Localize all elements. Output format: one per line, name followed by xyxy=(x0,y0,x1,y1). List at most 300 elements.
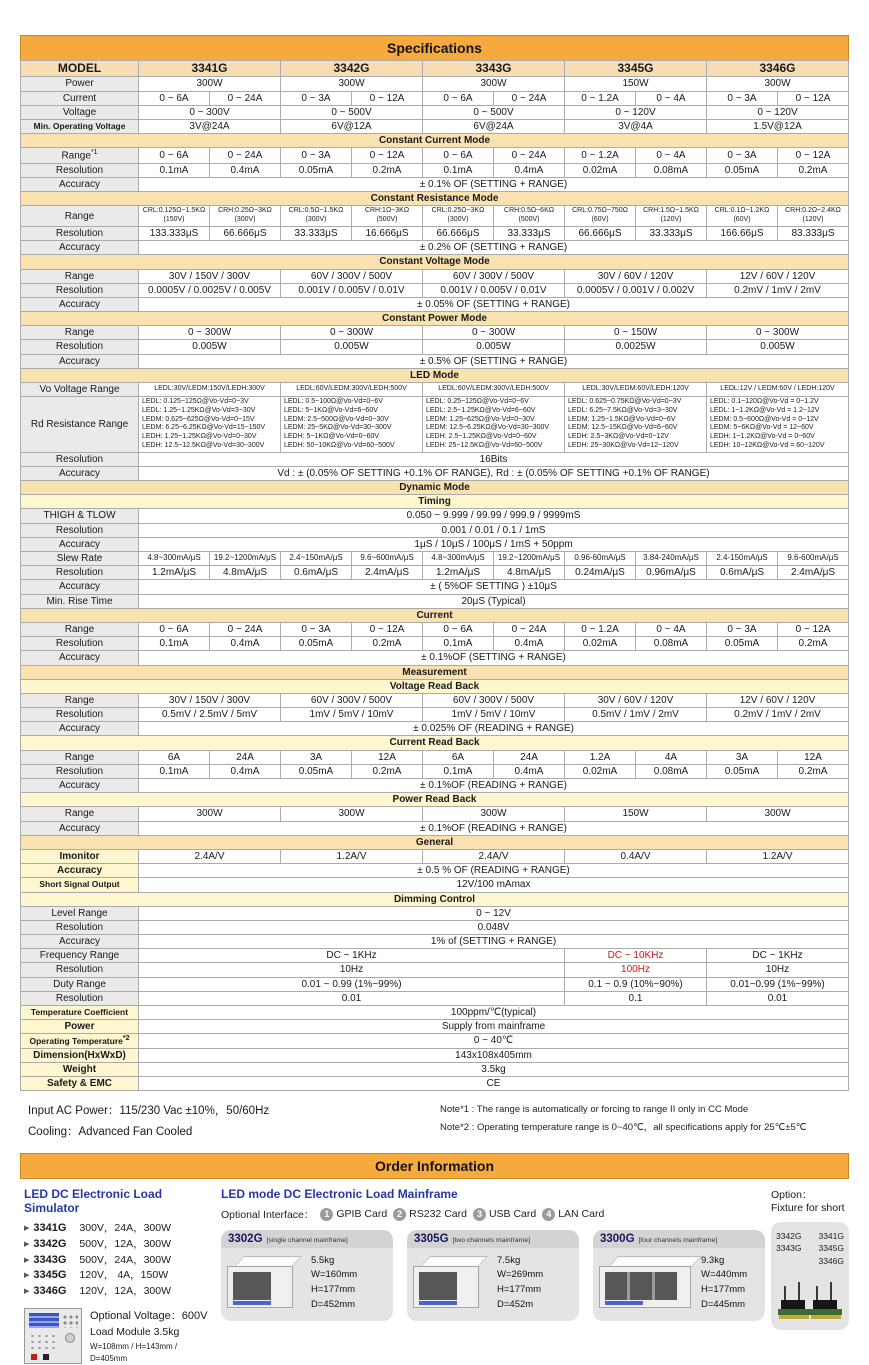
card-height: H=177mm xyxy=(311,1284,356,1296)
spec-value: 300W xyxy=(139,77,281,91)
section-header: Current xyxy=(21,608,849,622)
mainframe-card-3305g xyxy=(407,1230,579,1321)
model-number: 3343G xyxy=(33,1253,67,1266)
row-label: Range xyxy=(21,206,139,227)
spec-value: 3A xyxy=(281,750,352,764)
fixture-pcb-illustration xyxy=(810,1282,842,1320)
spec-value: 12A xyxy=(778,750,849,764)
section-header: Timing xyxy=(21,495,849,509)
model-number: 3346G xyxy=(33,1285,67,1298)
spec-value: 0.01~0.99 (1%~99%) xyxy=(707,977,849,991)
spec-value: 0.4mA xyxy=(210,637,281,651)
spec-value: 0 ~ 3A xyxy=(707,91,778,105)
spec-value: 0.4mA xyxy=(494,637,565,651)
spec-value: 0 ~ 6A xyxy=(423,148,494,164)
row-label: Range xyxy=(21,326,139,340)
spec-row xyxy=(21,651,849,665)
arrow-marker-icon: ▶ xyxy=(24,1240,30,1248)
section-header-row xyxy=(21,835,849,849)
spec-value: 0.5mV / 2.5mV / 5mV xyxy=(139,708,281,722)
number-4-badge-icon: 4 xyxy=(542,1208,555,1221)
spec-value: 0 ~ 24A xyxy=(210,622,281,636)
card-depth: D=452mm xyxy=(311,1298,356,1310)
card-width: W=160mm xyxy=(311,1269,358,1281)
fixture-pcb-illustration xyxy=(778,1282,810,1320)
spec-value: 10Hz xyxy=(139,963,565,977)
spec-value: CRL:0.75Ω~750Ω (60V) xyxy=(565,206,636,227)
row-label: Safety & EMC xyxy=(21,1077,139,1091)
spec-value: 16Bits xyxy=(139,452,849,466)
spec-value: 0.048V xyxy=(139,920,849,934)
spec-value: 0 ~ 300W xyxy=(139,326,281,340)
spec-row xyxy=(21,148,849,164)
spec-value: 0 ~ 120V xyxy=(565,105,707,119)
section-header: Constant Resistance Mode xyxy=(21,192,849,206)
spec-value: 0.4mA xyxy=(210,163,281,177)
row-label: Frequency Range xyxy=(21,949,139,963)
section-header-row xyxy=(21,665,849,679)
module-screen xyxy=(29,1313,59,1328)
row-label: Range$^{*1}$ xyxy=(21,148,139,164)
row-label: Accuracy xyxy=(21,864,139,878)
row-label: Power xyxy=(21,77,139,91)
spec-value: 0 ~ 6A xyxy=(139,622,210,636)
card-type: [four channels mainframe] xyxy=(638,1236,718,1244)
spec-value: 0.6mA/μS xyxy=(707,566,778,580)
spec-row xyxy=(21,91,849,105)
spec-value: 3A xyxy=(707,750,778,764)
spec-value: 12V / 60V / 120V xyxy=(707,693,849,707)
spec-value: 1.5V@12A xyxy=(707,120,849,134)
spec-value: 0.96mA/μS xyxy=(636,566,707,580)
module-terminal-black xyxy=(43,1354,49,1360)
section-header-row xyxy=(21,134,849,148)
spec-row xyxy=(21,580,849,594)
spec-value: ± ( 5%OF SETTING ) ±10μS xyxy=(139,580,849,594)
row-label: Voltage xyxy=(21,105,139,119)
spec-value: LEDL:60V/LEDM:300V/LEDH:500V xyxy=(281,383,423,397)
spec-value: 12V/100 mAmax xyxy=(139,878,849,892)
model-name: 3346G xyxy=(707,61,849,77)
spec-value: 0 ~ 12A xyxy=(352,622,423,636)
spec-value: 0.050 ~ 9.999 / 99.99 / 999.9 / 9999mS xyxy=(139,509,849,523)
spec-value: 0.0025W xyxy=(565,340,707,354)
spec-row xyxy=(21,537,849,551)
spec-value: 0 ~ 4A xyxy=(636,622,707,636)
spec-value: 0 ~ 300W xyxy=(423,326,565,340)
row-label: Accuracy xyxy=(21,178,139,192)
list-item xyxy=(24,1253,215,1269)
spec-value: 24A xyxy=(494,750,565,764)
spec-value: 0 ~ 40℃ xyxy=(139,1034,849,1048)
spec-value: 1% of (SETTING + RANGE) xyxy=(139,935,849,949)
row-label: MODEL xyxy=(21,61,139,77)
spec-row xyxy=(21,864,849,878)
row-label: Slew Rate xyxy=(21,552,139,566)
spec-value: 300W xyxy=(423,77,565,91)
row-label: Resolution xyxy=(21,283,139,297)
spec-value: 0.1 xyxy=(565,991,707,1005)
row-label: Accuracy xyxy=(21,537,139,551)
spec-value: 4.8mA/μS xyxy=(494,566,565,580)
row-label: Accuracy xyxy=(21,779,139,793)
subsection-header-row xyxy=(21,495,849,509)
card-type: [single channel mainframe] xyxy=(266,1236,348,1244)
spec-value: 3V@24A xyxy=(139,120,281,134)
spec-value: 66.666μS xyxy=(423,226,494,240)
spec-row xyxy=(21,297,849,311)
spec-row xyxy=(21,949,849,963)
spec-value: 0.08mA xyxy=(636,163,707,177)
note-2: Note*2 : Operating temperature range is 0~40℃，all specifications apply for 25℃±5℃ xyxy=(440,1122,807,1134)
row-label: Resolution xyxy=(21,452,139,466)
spec-value: 0.2mA xyxy=(352,163,423,177)
spec-value: 12A xyxy=(352,750,423,764)
spec-row xyxy=(21,821,849,835)
spec-row xyxy=(21,77,849,91)
spec-value: 0 ~ 4A xyxy=(636,148,707,164)
spec-row xyxy=(21,935,849,949)
row-label: Imonitor xyxy=(21,849,139,863)
card-width: W=440mm xyxy=(701,1269,748,1281)
spec-value: 0 ~ 24A xyxy=(494,148,565,164)
spec-value: 133.333μS xyxy=(139,226,210,240)
spec-value: 19.2~1200mA/μS xyxy=(210,552,281,566)
spec-value: 6V@24A xyxy=(423,120,565,134)
spec-value: 0.0005V / 0.001V / 0.002V xyxy=(565,283,707,297)
spec-value: ± 0.1%OF (READING + RANGE) xyxy=(139,779,849,793)
spec-value: 1.2A/V xyxy=(707,849,849,863)
spec-row xyxy=(21,206,849,227)
card-model: 3305G xyxy=(414,1232,449,1245)
row-label: Accuracy xyxy=(21,466,139,480)
spec-value: 0.001V / 0.005V / 0.01V xyxy=(423,283,565,297)
spec-value: 0 ~ 3A xyxy=(281,91,352,105)
spec-value: ± 0.025% OF (READING + RANGE) xyxy=(139,722,849,736)
spec-row xyxy=(21,708,849,722)
row-label: Resolution xyxy=(21,566,139,580)
spec-value: 0.1mA xyxy=(423,637,494,651)
row-label: Duty Range xyxy=(21,977,139,991)
spec-value: LEDL: 0.1~120Ω@Vo-Vd = 0~1.2V LEDL: 1~1.2KΩ@Vo-Vd = 1.2~12V LEDM: 0.5~600Ω@Vo-Vd = 0~12V LEDM: 5~6KΩ@Vo-Vd = 12~60V LEDH: 1~1.2KΩ@Vo-Vd = 0~60V LEDH: 10~12KΩ@Vo-Vd = 60~120V xyxy=(707,397,849,453)
spec-value: 19.2~1200mA/μS xyxy=(494,552,565,566)
spec-value: 300W xyxy=(281,807,423,821)
number-3-badge-icon: 3 xyxy=(473,1208,486,1221)
spec-value: 0.01 xyxy=(139,991,565,1005)
spec-value: 0 ~ 150W xyxy=(565,326,707,340)
row-label: Range xyxy=(21,693,139,707)
spec-value: 0.01 ~ 0.99 (1%~99%) xyxy=(139,977,565,991)
row-label: Resolution xyxy=(21,764,139,778)
spec-row xyxy=(21,1034,849,1048)
row-label: Min. Rise Time xyxy=(21,594,139,608)
spec-row xyxy=(21,163,849,177)
spec-value: 0.05mA xyxy=(281,764,352,778)
mainframe-column xyxy=(221,1187,765,1365)
spec-value: 0.1 ~ 0.9 (10%~90%) xyxy=(565,977,707,991)
spec-row xyxy=(21,963,849,977)
spec-value: 0 ~ 6A xyxy=(139,148,210,164)
spec-value: 3V@4A xyxy=(565,120,707,134)
subsection-header-row xyxy=(21,892,849,906)
spec-value: 0 ~ 12A xyxy=(778,91,849,105)
row-label: Accuracy xyxy=(21,651,139,665)
spec-value: 66.666μS xyxy=(210,226,281,240)
spec-value: 0.1mA xyxy=(139,764,210,778)
spec-value: 60V / 300V / 500V xyxy=(423,269,565,283)
spec-value: 0.2mA xyxy=(778,764,849,778)
spec-value: 0 ~ 1.2A xyxy=(565,91,636,105)
list-item xyxy=(24,1221,215,1237)
row-label: Range xyxy=(21,750,139,764)
row-label: Resolution xyxy=(21,340,139,354)
spec-value: 100ppm/℃(typical) xyxy=(139,1006,849,1020)
spec-value: LEDL: 0.625~0.75KΩ@Vo-Vd=0~3V LEDL: 6.25~7.5KΩ@Vo-Vd=3~30V LEDM: 1.25~1.5KΩ@Vo-Vd=0~6V LEDM: 12.5~15KΩ@Vo-Vd=6~60V LEDH: 2.5~3KΩ@Vo-Vd=0~12V LEDH: 25~30KΩ@Vo-Vd=12~120V xyxy=(565,397,707,453)
spec-value: 2.4A/V xyxy=(139,849,281,863)
spec-value: 2.4A/V xyxy=(423,849,565,863)
spec-row xyxy=(21,383,849,397)
note-1: Note*1 : The range is automatically or forcing to range II only in CC Mode xyxy=(440,1104,749,1116)
spec-value: 0 ~ 3A xyxy=(281,622,352,636)
spec-value: 0.96-60mA/μS xyxy=(565,552,636,566)
spec-value: 0.02mA xyxy=(565,637,636,651)
module-keypad xyxy=(29,1333,57,1351)
spec-value: 0 ~ 12A xyxy=(778,148,849,164)
spec-value: 0 ~ 500V xyxy=(281,105,423,119)
spec-value: 0 ~ 3A xyxy=(281,148,352,164)
spec-row xyxy=(21,1062,849,1076)
card-weight: 5.5kg xyxy=(311,1254,335,1266)
row-label: Accuracy xyxy=(21,722,139,736)
spec-row xyxy=(21,105,849,119)
spec-row xyxy=(21,1006,849,1020)
spec-row xyxy=(21,906,849,920)
module-knob xyxy=(65,1333,75,1343)
input-ac-power-note: Input AC Power：115/230 Vac ±10%，50/60Hz xyxy=(28,1105,270,1118)
row-label: Resolution xyxy=(21,920,139,934)
spec-value: ± 0.1% OF (SETTING + RANGE) xyxy=(139,178,849,192)
spec-value: 30V / 150V / 300V xyxy=(139,269,281,283)
row-label: Accuracy xyxy=(21,580,139,594)
model-spec: 500V，12A，300W xyxy=(79,1237,172,1250)
section-header: General xyxy=(21,835,849,849)
spec-row xyxy=(21,523,849,537)
spec-value: 300W xyxy=(139,807,281,821)
section-header: Constant Current Mode xyxy=(21,134,849,148)
row-label: Resolution xyxy=(21,226,139,240)
spec-row xyxy=(21,594,849,608)
spec-row xyxy=(21,991,849,1005)
section-header: Current Read Back xyxy=(21,736,849,750)
spec-value: Vd : ± (0.05% OF SETTING +0.1% OF RANGE), Rd : ± (0.05% OF SETTING +0.1% OF RANGE) xyxy=(139,466,849,480)
section-header: Constant Power Mode xyxy=(21,312,849,326)
spec-value: 300W xyxy=(281,77,423,91)
option-label: Option： xyxy=(771,1188,813,1201)
model-header-row xyxy=(21,61,849,77)
number-2-badge-icon: 2 xyxy=(393,1208,406,1221)
spec-value: 0 ~ 12A xyxy=(352,148,423,164)
spec-value: 1.2A/V xyxy=(281,849,423,863)
spec-value: 10Hz xyxy=(707,963,849,977)
list-item xyxy=(24,1268,215,1284)
interface-label: USB Card xyxy=(488,1208,537,1221)
row-label: Resolution xyxy=(21,523,139,537)
spec-row xyxy=(21,807,849,821)
arrow-marker-icon: ▶ xyxy=(24,1256,30,1264)
spec-value: 12V / 60V / 120V xyxy=(707,269,849,283)
row-label: Resolution xyxy=(21,963,139,977)
interface-item xyxy=(393,1208,467,1221)
spec-row xyxy=(21,466,849,480)
spec-value: 1mV / 5mV / 10mV xyxy=(423,708,565,722)
spec-value: 2.4-150mA/μS xyxy=(707,552,778,566)
row-label: Temperature Coefficient xyxy=(21,1006,139,1020)
spec-value: 0.2mA xyxy=(778,637,849,651)
spec-value: CRH:1.5Ω~1.5KΩ (120V) xyxy=(636,206,707,227)
spec-value: 300W xyxy=(707,807,849,821)
spec-value: 0 ~ 12A xyxy=(778,622,849,636)
spec-value: 2.4mA/μS xyxy=(352,566,423,580)
datasheet-page xyxy=(20,35,849,1365)
optional-voltage: Optional Voltage：600V xyxy=(90,1310,208,1323)
section-header: Constant Voltage Mode xyxy=(21,255,849,269)
subsection-header-row xyxy=(21,679,849,693)
spec-value: 0.05mA xyxy=(281,637,352,651)
spec-value: 4.8~300mA/μS xyxy=(423,552,494,566)
spec-row xyxy=(21,340,849,354)
spec-value: DC ~ 10KHz xyxy=(565,949,707,963)
spec-value: 33.333μS xyxy=(281,226,352,240)
spec-value: 6A xyxy=(423,750,494,764)
spec-value: 83.333μS xyxy=(778,226,849,240)
card-type: [two channels mainframe] xyxy=(452,1236,530,1244)
spec-value: 0.1mA xyxy=(139,637,210,651)
row-label: Power xyxy=(21,1020,139,1034)
load-module-weight: Load Module 3.5kg xyxy=(90,1325,180,1338)
spec-value: 0.4mA xyxy=(494,764,565,778)
interface-item xyxy=(542,1208,604,1221)
spec-value: 1.2mA/μS xyxy=(423,566,494,580)
interface-label: RS232 Card xyxy=(409,1208,467,1221)
spec-value: 33.333μS xyxy=(636,226,707,240)
spec-row xyxy=(21,552,849,566)
section-header-row xyxy=(21,608,849,622)
row-label: Range xyxy=(21,807,139,821)
spec-row xyxy=(21,226,849,240)
spec-value: 0 ~ 24A xyxy=(494,91,565,105)
spec-row xyxy=(21,878,849,892)
model-spec: 120V， 4A，150W xyxy=(79,1269,169,1282)
row-label: Short Signal Output xyxy=(21,878,139,892)
spec-value: 0 ~ 3A xyxy=(707,622,778,636)
arrow-marker-icon: ▶ xyxy=(24,1288,30,1296)
fixture-models-left: 3342G 3343G xyxy=(776,1230,802,1254)
spec-row xyxy=(21,693,849,707)
spec-value: 4A xyxy=(636,750,707,764)
spec-value: 6V@12A xyxy=(281,120,423,134)
model-spec: 120V，12A，300W xyxy=(79,1285,172,1298)
spec-value: 30V / 60V / 120V xyxy=(565,693,707,707)
spec-value: 0.05mA xyxy=(707,637,778,651)
spec-value: 0.6mA/μS xyxy=(281,566,352,580)
spec-value: 0 ~ 1.2A xyxy=(565,622,636,636)
spec-value: 300W xyxy=(707,77,849,91)
spec-value: ± 0.05% OF (SETTING + RANGE) xyxy=(139,297,849,311)
spec-value: 4.8~300mA/μS xyxy=(139,552,210,566)
spec-value: CRL:0.25Ω~3KΩ (300V) xyxy=(423,206,494,227)
optional-interface-row xyxy=(221,1207,765,1222)
subsection-header-row xyxy=(21,793,849,807)
card-weight: 7.5kg xyxy=(497,1254,521,1266)
spec-value: LEDL: 0.125~125Ω@Vo-Vd=0~3V LEDL: 1.25~1.25KΩ@Vo-Vd=3~30V LEDM: 0.625~625Ω@Vo-Vd=0~15V LEDM: 6.25~6.25KΩ@Vo-Vd=15~150V LEDH: 1.25~1.25KΩ@Vo-Vd=0~30V LEDH: 12.5~12.5KΩ@Vo-Vd=30~300V xyxy=(139,397,281,453)
row-label: Range xyxy=(21,622,139,636)
model-name: 3343G xyxy=(423,61,565,77)
spec-value: 60V / 300V / 500V xyxy=(281,269,423,283)
row-label: THIGH & TLOW xyxy=(21,509,139,523)
spec-value: ± 0.1%OF (READING + RANGE) xyxy=(139,821,849,835)
module-terminal-red xyxy=(31,1354,37,1360)
spec-value: LEDL: 0.25~125Ω@Vo-Vd=0~6V LEDL: 2.5~1.25KΩ@Vo-Vd=6~60V LEDM: 1.25~625Ω@Vo-Vd=0~30V LEDM: 12.5~6.25KΩ@Vo-Vd=30~300V LEDH: 2.5~1.25KΩ@Vo-Vd=0~60V LEDH: 25~12.5KΩ@Vo-Vd=60~500V xyxy=(423,397,565,453)
section-header-row xyxy=(21,368,849,382)
spec-value: 0 ~ 4A xyxy=(636,91,707,105)
spec-value: CRL:0.125Ω~1.5KΩ (150V) xyxy=(139,206,210,227)
spec-value: CRL:0.1Ω~1.2KΩ (60V) xyxy=(707,206,778,227)
spec-value: 0 ~ 12V xyxy=(139,906,849,920)
spec-row xyxy=(21,269,849,283)
spec-value: 0 ~ 24A xyxy=(210,148,281,164)
section-header: Power Read Back xyxy=(21,793,849,807)
spec-value: 0.05mA xyxy=(281,163,352,177)
row-label: Current xyxy=(21,91,139,105)
spec-value: DC ~ 1KHz xyxy=(707,949,849,963)
spec-value: 0.08mA xyxy=(636,637,707,651)
model-name: 3341G xyxy=(139,61,281,77)
module-buttons xyxy=(62,1314,78,1328)
order-information-section xyxy=(20,1187,849,1365)
spec-row xyxy=(21,849,849,863)
spec-row xyxy=(21,509,849,523)
row-label: Operating Temperature$^{*2}$ xyxy=(21,1034,139,1048)
spec-value: 0.2mA xyxy=(352,764,423,778)
spec-value: 0.2mV / 1mV / 2mV xyxy=(707,283,849,297)
spec-value: 0 ~ 12A xyxy=(352,91,423,105)
spec-value: 4.8mA/μS xyxy=(210,566,281,580)
spec-value: 166.66μS xyxy=(707,226,778,240)
arrow-marker-icon: ▶ xyxy=(24,1272,30,1280)
cooling-note: Cooling：Advanced Fan Cooled xyxy=(28,1125,193,1138)
spec-value: 0.4mA xyxy=(494,163,565,177)
section-header: Dimming Control xyxy=(21,892,849,906)
spec-value: CRH:1Ω~3KΩ (500V) xyxy=(352,206,423,227)
spec-value: 0.1mA xyxy=(423,163,494,177)
interface-item xyxy=(320,1208,387,1221)
spec-value: 1μS / 10μS / 100μS / 1mS + 50ppm xyxy=(139,537,849,551)
spec-value: 0 ~ 1.2A xyxy=(565,148,636,164)
spec-value: 0.2mV / 1mV / 2mV xyxy=(707,708,849,722)
section-header: Measurement xyxy=(21,665,849,679)
model-spec: 300V，24A，300W xyxy=(79,1221,172,1234)
section-header: Dynamic Mode xyxy=(21,481,849,495)
model-number: 3342G xyxy=(33,1237,67,1250)
spec-value: 2.4~150mA/μS xyxy=(281,552,352,566)
spec-row xyxy=(21,622,849,636)
specifications-table xyxy=(20,60,849,1091)
card-depth: D=452m xyxy=(497,1298,534,1310)
spec-value: 3.84-240mA/μS xyxy=(636,552,707,566)
interface-label: GPIB Card xyxy=(336,1208,388,1221)
spec-row xyxy=(21,326,849,340)
section-header-row xyxy=(21,255,849,269)
